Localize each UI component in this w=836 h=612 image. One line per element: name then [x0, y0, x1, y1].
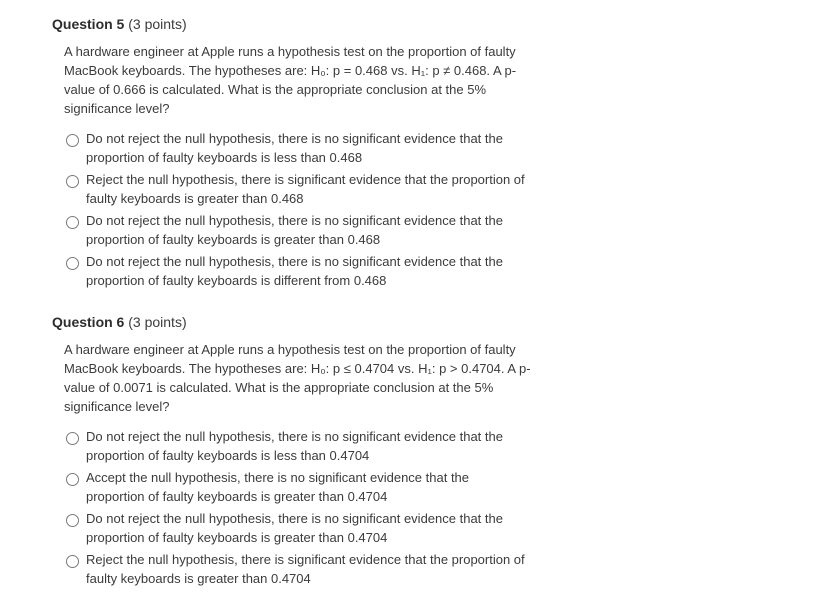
question-6 — [52, 313, 572, 591]
question-title — [52, 15, 572, 33]
radio-button-icon[interactable] — [66, 216, 79, 229]
question-text: A hardware engineer at Apple runs a hypothesis test on the proportion of faulty MacBook keyboards. The hypotheses are: H₀: p = 0.468 vs. H₁: p ≠ 0.468. A p-value of 0.666 is calculated. What is the appropriate conclusion at the 5% significance level? — [64, 44, 517, 116]
question-label: Question 6 — [52, 314, 125, 330]
answer-option[interactable] — [66, 170, 531, 208]
answer-options — [66, 427, 572, 588]
question-label: Question 5 — [52, 16, 125, 32]
answer-option[interactable] — [66, 427, 531, 465]
answer-option[interactable] — [66, 129, 531, 167]
radio-button-icon[interactable] — [66, 432, 79, 445]
answer-options — [66, 129, 572, 290]
option-label: Do not reject the null hypothesis, there is no significant evidence that the proportion of faulty keyboards is less than 0.468 — [86, 131, 503, 165]
answer-option[interactable] — [66, 211, 531, 249]
option-label: Reject the null hypothesis, there is significant evidence that the proportion of faulty keyboards is greater than 0.4704 — [86, 552, 525, 586]
option-label: Do not reject the null hypothesis, there is no significant evidence that the proportion of faulty keyboards is less than 0.4704 — [86, 429, 503, 463]
answer-option[interactable] — [66, 252, 531, 290]
question-points: (3 points) — [128, 314, 187, 330]
radio-button-icon[interactable] — [66, 257, 79, 270]
answer-option[interactable] — [66, 550, 531, 588]
question-points: (3 points) — [128, 16, 187, 32]
radio-button-icon[interactable] — [66, 473, 79, 486]
option-label: Do not reject the null hypothesis, there is no significant evidence that the proportion of faulty keyboards is greater than 0.468 — [86, 213, 503, 247]
radio-button-icon[interactable] — [66, 175, 79, 188]
option-label: Accept the null hypothesis, there is no significant evidence that the proportion of faulty keyboards is greater than 0.4704 — [86, 470, 470, 504]
option-label: Reject the null hypothesis, there is significant evidence that the proportion of faulty keyboards is greater than 0.468 — [86, 172, 525, 206]
option-label: Do not reject the null hypothesis, there is no significant evidence that the proportion of faulty keyboards is different from 0.468 — [86, 254, 503, 288]
question-text: A hardware engineer at Apple runs a hypothesis test on the proportion of faulty MacBook keyboards. The hypotheses are: H₀: p ≤ 0.4704 vs. H₁: p > 0.4704. A p-value of 0.0071 is calculated. What is the appropriate conclusion at the 5% significance level? — [64, 342, 531, 414]
option-label: Do not reject the null hypothesis, there is no significant evidence that the proportion of faulty keyboards is greater than 0.4704 — [86, 511, 503, 545]
radio-button-icon[interactable] — [66, 514, 79, 527]
radio-button-icon[interactable] — [66, 134, 79, 147]
question-title — [52, 313, 572, 331]
question-5 — [52, 15, 572, 293]
answer-option[interactable] — [66, 509, 531, 547]
answer-option[interactable] — [66, 468, 531, 506]
radio-button-icon[interactable] — [66, 555, 79, 568]
